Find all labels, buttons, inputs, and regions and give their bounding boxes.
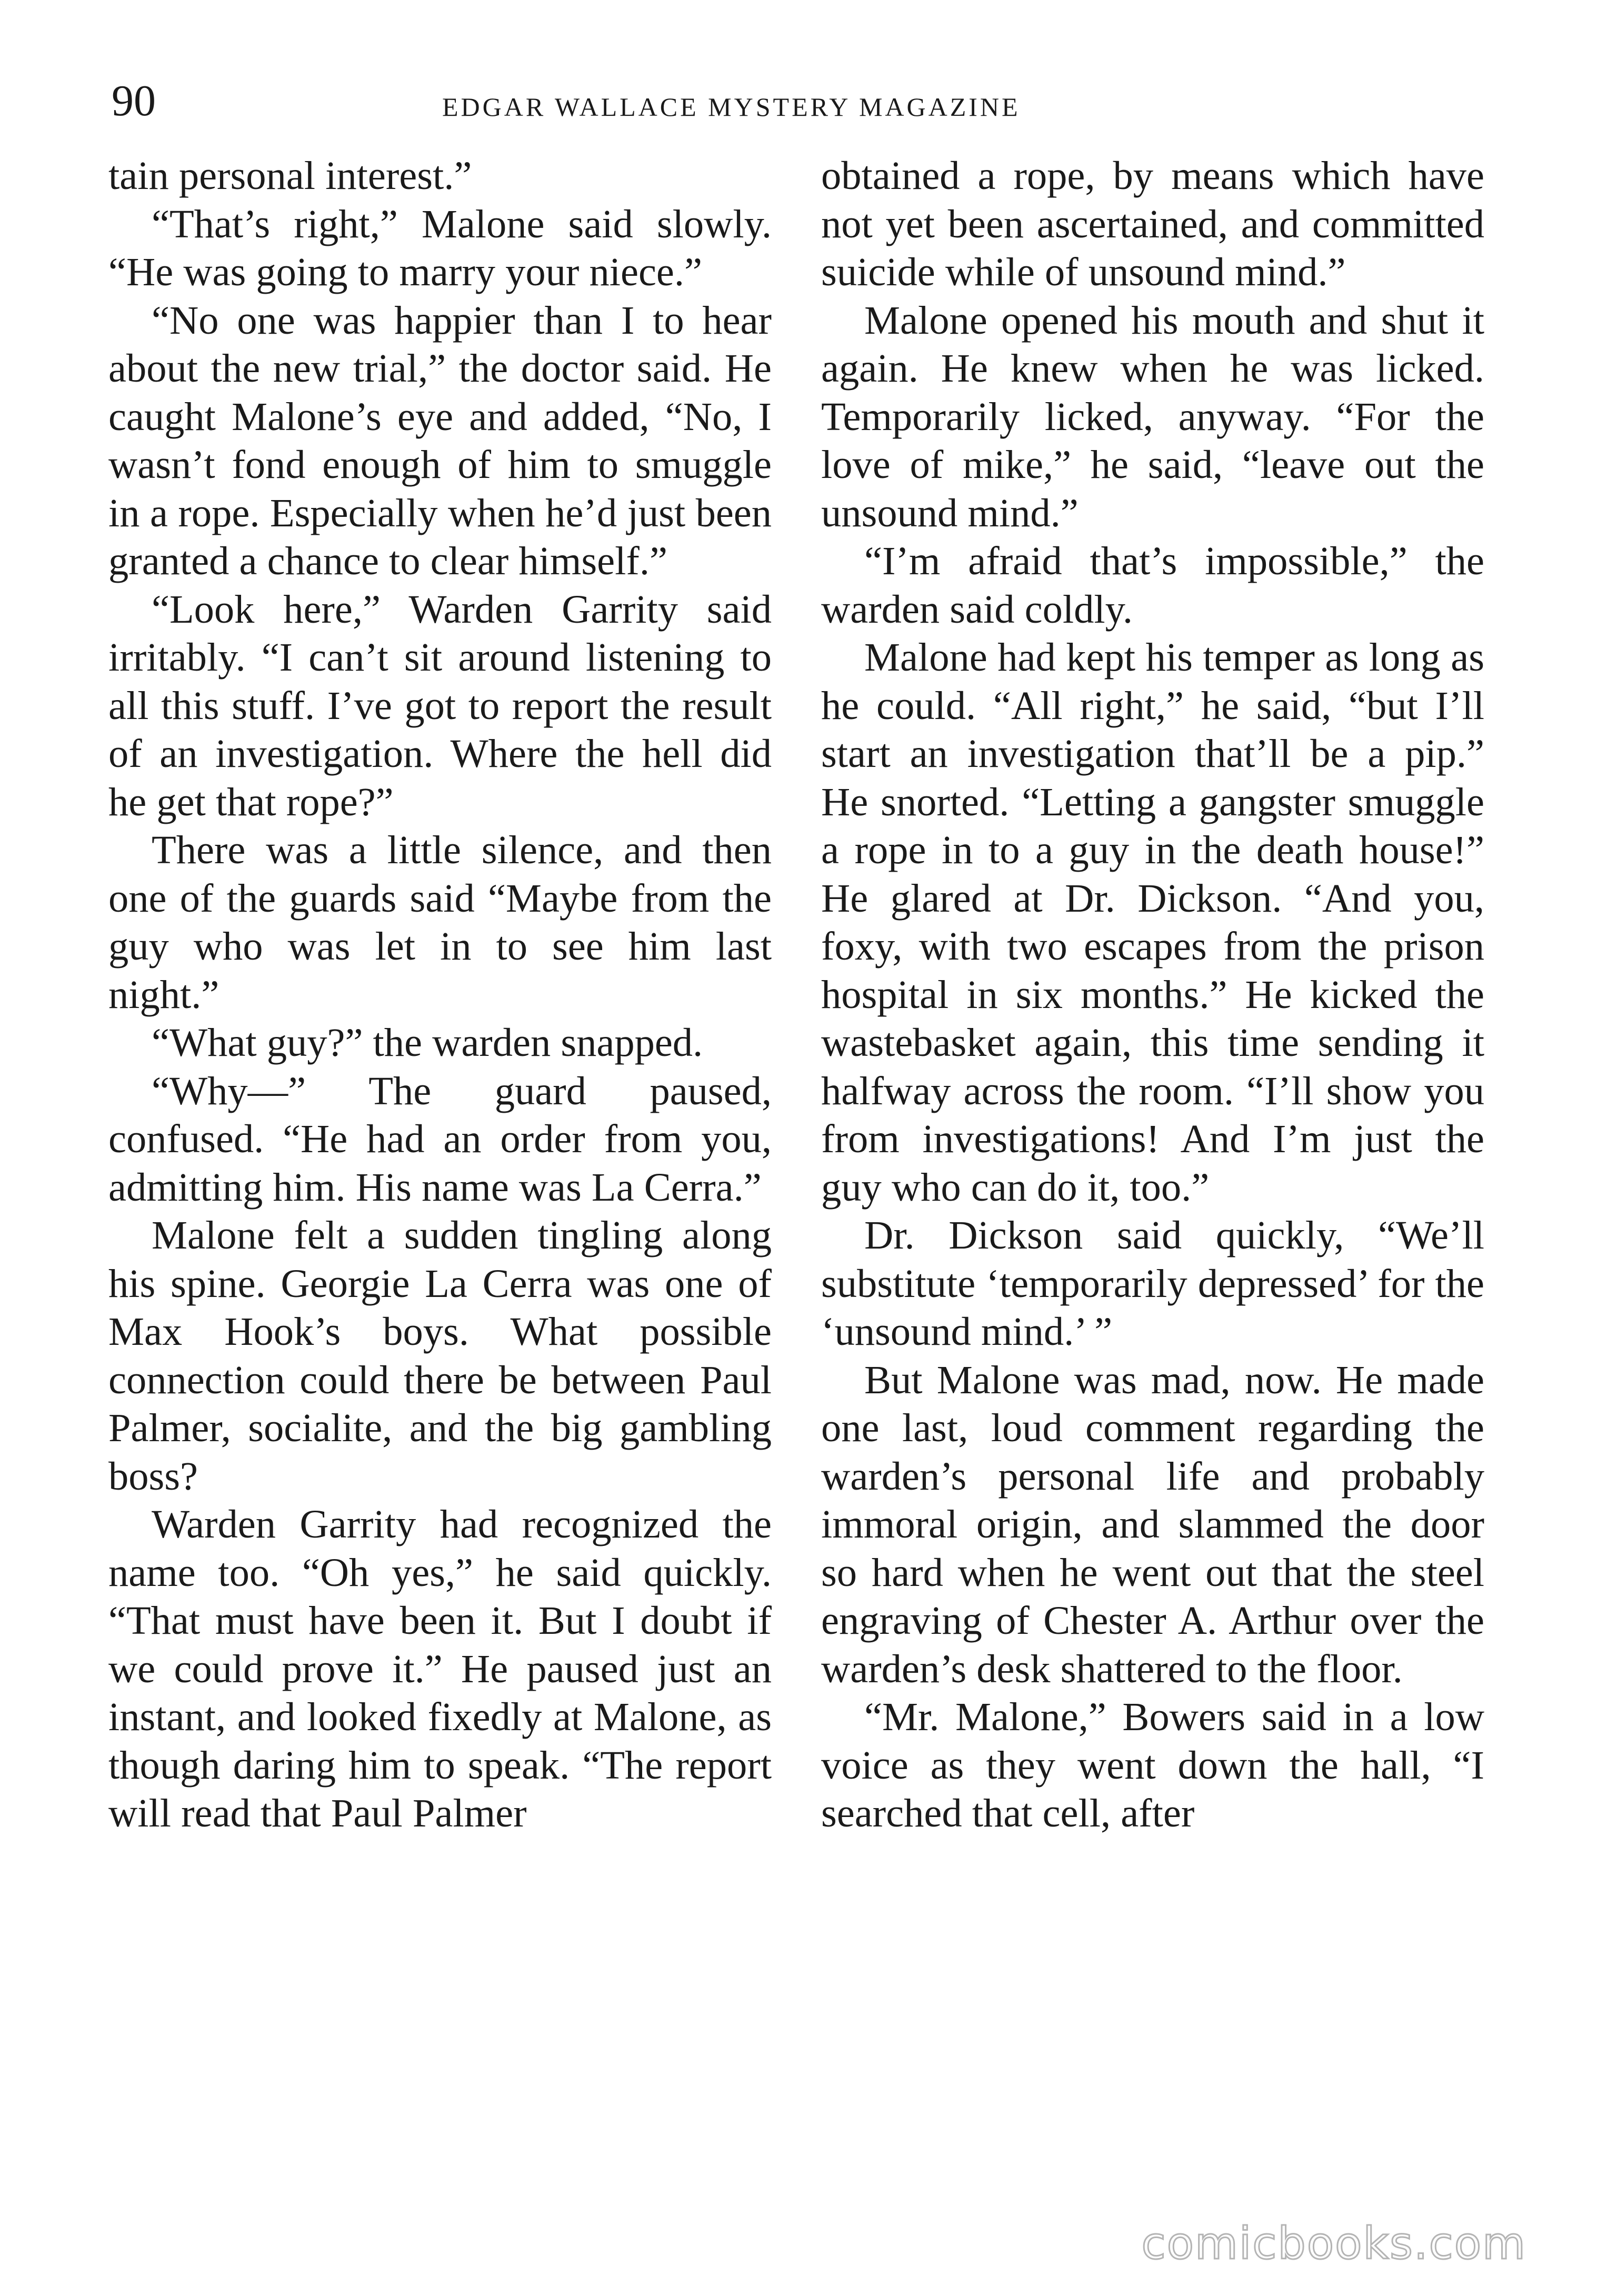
paragraph: Malone felt a sudden tingling along his spine. Georgie La Cerra was one of Max Hook’s boys. What possible connection could there be between Paul Palmer, socialite, and the big gambling boss? xyxy=(108,1213,772,1499)
page-number: 90 xyxy=(112,76,156,125)
paragraph: Dr. Dickson said quickly, “We’ll substitute ‘temporarily depressed’ for the ‘unsound mind.’ ” xyxy=(821,1213,1484,1354)
paragraph: “I’m afraid that’s impossible,” the warden said coldly. xyxy=(821,538,1484,632)
paragraph: tain personal interest.” xyxy=(108,153,472,198)
paragraph: “That’s right,” Malone said slowly. “He was going to marry your niece.” xyxy=(108,201,772,294)
paragraph: “Look here,” Warden Garrity said irritably. “I can’t sit around listening to all this stuff. I’ve got to report the result of an investigation. Where the hell did he get that rope?” xyxy=(108,586,772,824)
paragraph: “Mr. Malone,” Bowers said in a low voice as they went down the hall, “I searched that cell, after xyxy=(821,1694,1484,1835)
right-column xyxy=(821,152,1484,1838)
paragraph: Warden Garrity had recognized the name too. “Oh yes,” he said quickly. “That must have been it. But I doubt if we could prove it.” He paused just an instant, and looked fixedly at Malone, as though daring him to speak. “The report will read that Paul Palmer xyxy=(108,1502,772,1835)
watermark: comicbooks.com xyxy=(1141,2218,1526,2269)
paragraph: “No one was happier than I to hear about the new trial,” the doctor said. He caught Malone’s eye and added, “No, I wasn’t fond enough of him to smuggle in a rope. Especially when he’d just been granted a chance to clear himself.” xyxy=(108,297,772,583)
paragraph: Malone had kept his temper as long as he could. “All right,” he said, “but I’ll start an investigation that’ll be a pip.” He snorted. “Letting a gangster smuggle a rope in to a guy in the death house!” He glared at Dr. Dickson. “And you, foxy, with two escapes from the prison hospital in six months.” He kicked the wastebasket again, this time sending it halfway across the room. “I’ll show you from investigations! And I’m just the guy who can do it, too.” xyxy=(821,635,1484,1210)
left-column xyxy=(108,152,772,1838)
paragraph: Malone opened his mouth and shut it again. He knew when he was licked. Temporarily licked, anyway. “For the love of mike,” he said, “leave out the unsound mind.” xyxy=(821,297,1484,535)
paragraph: obtained a rope, by means which have not yet been ascertained, and committed suicide while of unsound mind.” xyxy=(821,153,1484,294)
paragraph: “Why—” The guard paused, confused. “He had an order from you, admitting him. His name was La Cerra.” xyxy=(108,1068,772,1210)
paragraph: “What guy?” the warden snapped. xyxy=(152,1020,703,1065)
paragraph: But Malone was mad, now. He made one last, loud comment regarding the warden’s personal life and probably immoral origin, and slammed the door so hard when he went out that the steel engraving of Chester A. Arthur over the warden’s desk shattered to the floor. xyxy=(821,1357,1484,1691)
paragraph: There was a little silence, and then one of the guards said “Maybe from the guy who was let in to see him last night.” xyxy=(108,827,772,1017)
running-head: EDGAR WALLACE MYSTERY MAGAZINE xyxy=(442,92,1021,122)
